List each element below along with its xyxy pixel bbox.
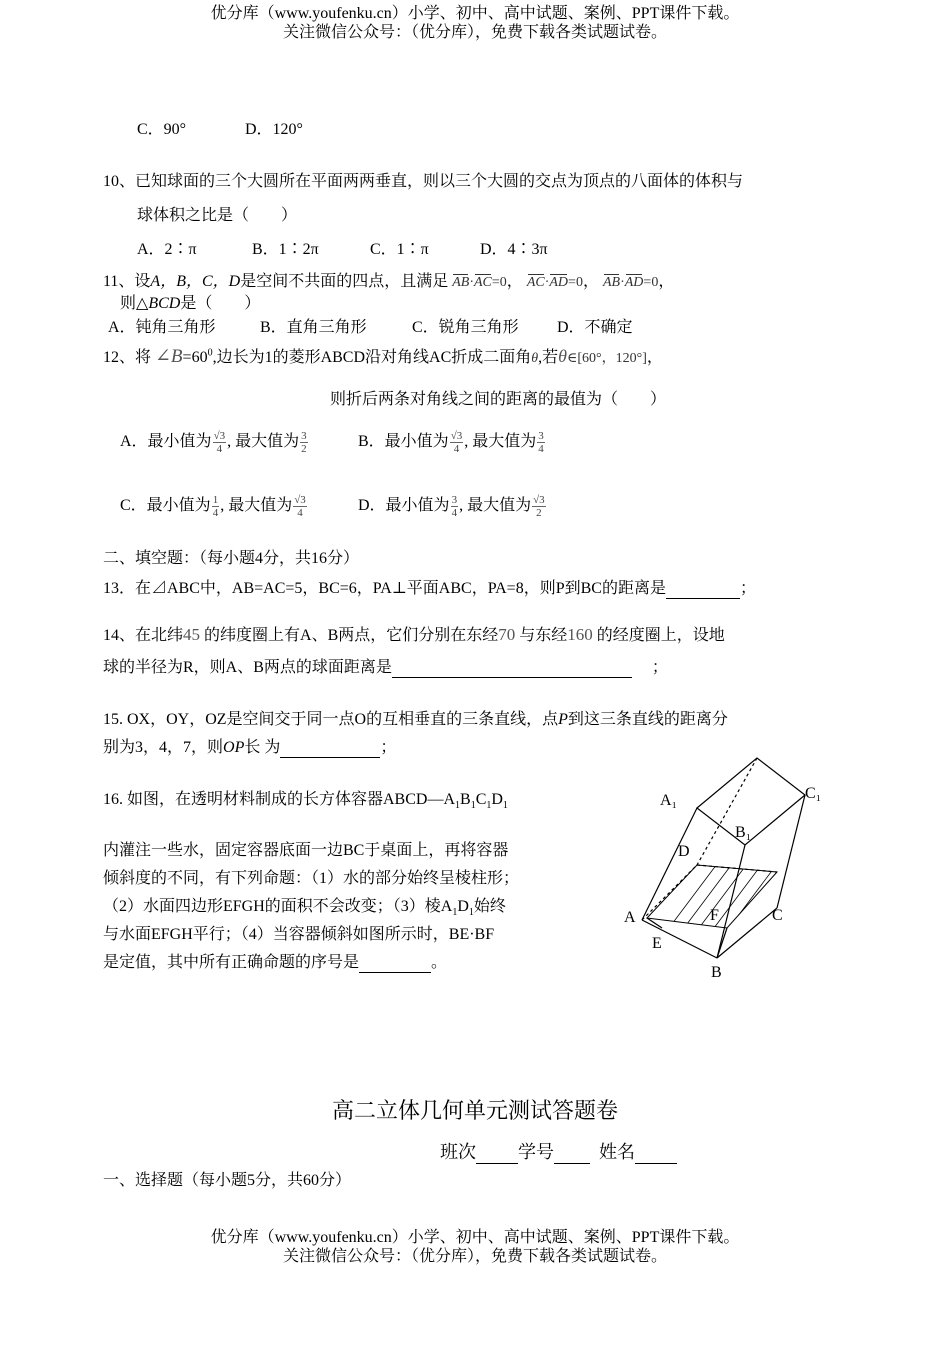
edge-b1-b — [717, 845, 745, 958]
q12-c-max-den: 4 — [297, 506, 303, 519]
q12-c-min-den: 4 — [212, 506, 219, 519]
eq-zero-3: =0 — [643, 275, 659, 290]
q16-line1-pre: 16. 如图，在透明材料制成的长方体容器ABCD—A — [103, 791, 456, 808]
vector-ad-1: AD — [549, 275, 569, 290]
q14-line-2 — [103, 654, 668, 678]
q16-line-2: 内灌注一些水，固定容器底面一边BC于桌面上，再将容器 — [103, 842, 509, 859]
q16-sub2: 1 — [470, 800, 476, 812]
q12-d-mid: , 最大值为 — [459, 497, 532, 514]
q14-pre: 14、在北纬 — [103, 627, 184, 644]
header-line-1: 优分库（www.youfenku.cn）小学、初中、高中试题、案例、PPT课件下载。 — [210, 5, 740, 22]
degree-sup: 0 — [207, 347, 213, 359]
sep-1: ， — [506, 273, 523, 290]
q13-answer-blank[interactable] — [666, 580, 740, 599]
q11-vars: A，B，C，D — [150, 273, 241, 290]
student-info — [440, 1138, 677, 1164]
q10-line-1: 10、已知球面的三个大圆所在平面两两垂直，则以三个大圆的交点为顶点的八面体的体积与 — [103, 173, 744, 190]
q12-end: ， — [646, 349, 663, 366]
q12-a-min — [213, 430, 227, 455]
q12-a-min-num: √3 — [213, 429, 226, 442]
q16-sub4: 1 — [502, 800, 508, 812]
q14-n2: 70 — [498, 625, 516, 644]
q16-sub3: 1 — [486, 800, 492, 812]
q15-answer-blank[interactable] — [280, 739, 380, 758]
q16-line-5: 与水面EFGH平行；（4）当容器倾斜如图所示时，BE·BF — [103, 926, 495, 943]
q16-line4-sub2: 1 — [468, 907, 474, 919]
q16-line4-sub1: 1 — [452, 907, 458, 919]
q10-option-a: A．2∶π — [137, 241, 197, 258]
q15-line-1 — [103, 706, 728, 729]
dot-1: · — [469, 275, 474, 290]
answer-sheet-section-1: 一、选择题（每小题5分，共60分） — [103, 1172, 352, 1189]
q12-a-max-num: 3 — [301, 429, 307, 442]
q12-b-min-num: √3 — [450, 429, 463, 442]
q14-line2-text: 球的半径为R，则A、B两点的球面距离是 — [103, 659, 392, 676]
vector-ab-2: AB — [602, 275, 621, 290]
edge-a1-a — [642, 808, 697, 920]
label-b: B — [711, 964, 722, 981]
q15-p: P — [558, 711, 568, 728]
q14-end: ； — [651, 659, 668, 676]
vector-ab-1: AB — [452, 275, 470, 290]
q16-line-6 — [103, 949, 447, 973]
q14-line-1 — [103, 622, 725, 645]
q11-line-2 — [120, 290, 260, 313]
dot-2: · — [544, 275, 550, 290]
q12-b-max-num: 3 — [538, 429, 544, 442]
q12-part3: ,边长为1的菱形ABCD沿对角线AC折成二面角 — [212, 349, 532, 366]
label-c: C — [772, 907, 783, 924]
q15-end: ； — [380, 739, 397, 756]
q12-c-mid: , 最大值为 — [220, 497, 293, 514]
q11-prefix: 11、设 — [103, 273, 151, 290]
q12-a-max-den: 2 — [301, 442, 307, 455]
q11-line2-var: BCD — [148, 295, 181, 312]
q12-c-max-num: √3 — [294, 493, 306, 506]
q12-b-max — [537, 430, 545, 455]
label-c1: C₁ — [805, 785, 822, 802]
q14-n1: 45 — [183, 625, 201, 644]
q9-option-c: C．90° — [137, 121, 187, 138]
q16-line4-d: D — [457, 898, 469, 915]
name-blank[interactable] — [635, 1142, 677, 1164]
q11-line2-post: 是（ ） — [180, 295, 261, 312]
q12-line-1 — [103, 344, 663, 368]
q16-line4-pre: （2）水面四边形EFGH的面积不会改变；（3）棱A — [103, 898, 453, 915]
footer-line-2: 关注微信公众号：（优分库），免费下载各类试题试卷。 — [282, 1248, 667, 1265]
q12-a-min-den: 4 — [216, 442, 223, 455]
theta-2: θ — [558, 346, 568, 366]
label-e: E — [652, 935, 662, 952]
q16-end: 。 — [431, 954, 448, 971]
q12-d-min — [451, 494, 459, 519]
q16-d: D — [491, 791, 503, 808]
q15-line2-pre: 别为3，4，7，则 — [103, 739, 224, 756]
q12-b-max-den: 4 — [538, 442, 544, 455]
q12-part4: ,若 — [538, 349, 559, 366]
q12-c-min-num: 1 — [212, 493, 219, 506]
edge-c1-c — [777, 795, 805, 908]
q16-line6-text: 是定值，其中所有正确命题的序号是 — [103, 954, 360, 971]
label-b1: B₁ — [735, 824, 752, 841]
id-blank[interactable] — [554, 1142, 590, 1164]
section-2-heading: 二、填空题：（每小题4分，共16分） — [103, 550, 360, 567]
label-a: A — [624, 909, 636, 926]
q12-b-min — [450, 430, 464, 455]
q16-line4-post: 始终 — [473, 898, 506, 915]
name-label: 姓名 — [599, 1142, 635, 1162]
q12-option-c — [120, 492, 308, 519]
q12-line-2: 则折后两条对角线之间的距离的最值为（ ） — [330, 391, 667, 408]
theta-1: θ — [531, 351, 539, 366]
q13-end: ； — [739, 580, 756, 597]
q10-option-c: C．1∶π — [370, 241, 429, 258]
q12-a-max — [300, 430, 308, 455]
sep-2: ， — [582, 273, 599, 290]
q10-option-b: B．1∶2π — [252, 241, 319, 258]
q14-mid1: 的纬度圈上有A、B两点，它们分别在东经 — [204, 627, 499, 644]
answer-sheet-title: 高二立体几何单元测试答题卷 — [331, 1098, 618, 1123]
in-symbol: ∈ — [567, 351, 578, 366]
eq-zero-1: =0 — [491, 275, 507, 290]
q12-c-max — [293, 494, 307, 519]
q11-mid: 是空间不共面的四点，且满足 — [240, 273, 449, 290]
q12-c-pre: C．最小值为 — [120, 497, 211, 514]
q16-b: B — [460, 791, 471, 808]
q9-option-d: D．120° — [245, 121, 303, 138]
label-f: F — [710, 907, 719, 924]
q14-n3: 160 — [567, 625, 593, 644]
q11-option-d: D．不确定 — [557, 319, 633, 336]
q13 — [103, 575, 756, 599]
q15-line2-mid: 长 为 — [244, 739, 281, 756]
label-a1: A₁ — [660, 792, 678, 809]
id-label: 学号 — [518, 1142, 554, 1162]
q12-d-max — [532, 494, 546, 519]
q15-line1-post: 到这三条直线的距离分 — [567, 711, 728, 728]
q12-c-min — [212, 494, 220, 519]
class-label: 班次 — [440, 1142, 476, 1162]
q16-line-4 — [103, 893, 506, 918]
q10-line-2: 球体积之比是（ ） — [137, 207, 298, 224]
q11-option-b: B．直角三角形 — [260, 319, 367, 336]
eq-zero-2: =0 — [568, 275, 583, 290]
q11-option-a: A．钝角三角形 — [108, 319, 216, 336]
q15-line-2 — [103, 734, 396, 758]
q12-d-max-den: 2 — [536, 506, 542, 519]
q12-option-b — [358, 428, 546, 455]
q12-option-a — [120, 428, 309, 455]
q12-d-min-den: 4 — [451, 506, 458, 519]
q11-line2-pre: 则△ — [120, 295, 149, 312]
q12-a-pre: A．最小值为 — [120, 433, 212, 450]
vector-ac-1: AC — [474, 275, 492, 290]
q16-sub1: 1 — [455, 800, 461, 812]
q12-part2: =60 — [182, 349, 208, 366]
prism-figure — [600, 750, 840, 990]
q12-d-max-num: √3 — [533, 493, 545, 506]
q16-line-3: 倾斜度的不同，有下列命题：（1）水的部分始终呈棱柱形； — [103, 870, 520, 887]
q14-answer-blank[interactable] — [392, 659, 632, 678]
dot-3: · — [620, 275, 625, 290]
class-blank[interactable] — [476, 1142, 518, 1164]
label-d: D — [678, 843, 690, 860]
header-line-2: 关注微信公众号：（优分库），免费下载各类试题试卷。 — [282, 24, 667, 41]
vector-ac-2: AC — [526, 275, 545, 290]
q10-option-d: D．4∶3π — [480, 241, 548, 258]
footer-line-1: 优分库（www.youfenku.cn）小学、初中、高中试题、案例、PPT课件下载。 — [210, 1229, 740, 1246]
edge-b-c — [717, 908, 777, 958]
q16-line-1 — [103, 786, 508, 811]
q12-prefix: 12、将 — [103, 349, 152, 366]
q12-b-mid: , 最大值为 — [464, 433, 537, 450]
q11-option-c: C．锐角三角形 — [412, 319, 519, 336]
q12-d-min-num: 3 — [451, 493, 458, 506]
q12-d-pre: D．最小值为 — [358, 497, 450, 514]
q15-op: OP — [223, 739, 245, 756]
vector-ad-2: AD — [624, 275, 644, 290]
angle-b: ∠B — [155, 346, 183, 367]
q16-answer-blank[interactable] — [359, 954, 431, 973]
q15-line1-pre: 15. OX，OY，OZ是空间交于同一点O的互相垂直的三条直线，点 — [103, 711, 559, 728]
sep-3: ， — [658, 273, 675, 290]
q13-text: 13．在⊿ABC中，AB=AC=5，BC=6，PA⊥平面ABC，PA=8，则P到BC的距离是 — [103, 580, 666, 597]
q11-line-1 — [103, 268, 674, 291]
edge-d1-d — [697, 758, 757, 865]
q12-a-mid: , 最大值为 — [227, 433, 300, 450]
q12-option-d — [358, 492, 547, 519]
q16-c: C — [475, 791, 487, 808]
q14-mid2: 与东经 — [519, 627, 568, 644]
q12-b-pre: B．最小值为 — [358, 433, 449, 450]
q14-end1: 的经度圈上，设地 — [596, 627, 725, 644]
q12-b-min-den: 4 — [453, 442, 460, 455]
theta-range: [60°，120°] — [577, 351, 647, 366]
